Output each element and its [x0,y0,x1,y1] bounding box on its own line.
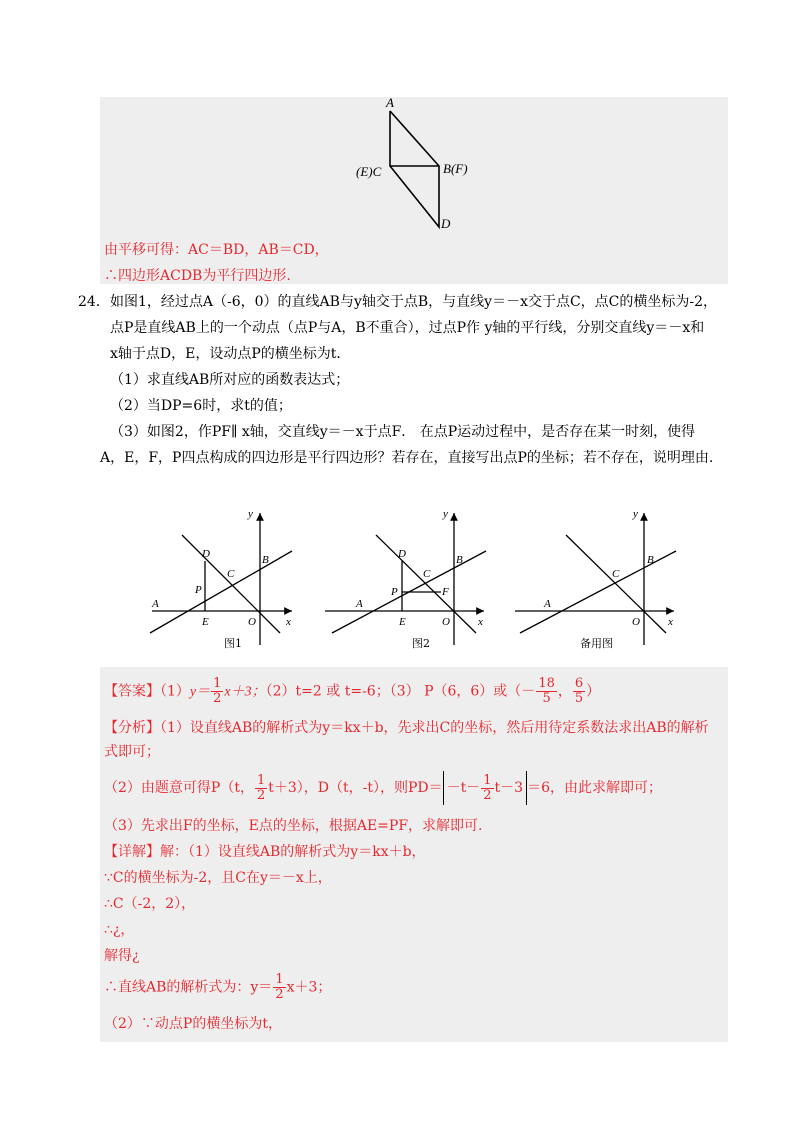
question-number: 24． [78,294,110,310]
analysis-row-1 [104,719,709,737]
detail-tag: 【详解】 [104,844,160,860]
detail-1: 解：（1）设直线AB的解析式为y＝kx＋b， [160,844,426,860]
question-part-3b: A，E，F，P四点构成的四边形是平行四边形？若存在，直接写出点P的坐标；若不存在，说明理由. [100,450,714,466]
fig3-label-c: C [612,568,620,580]
question-line-1: 如图1，经过点A（-6，0）的直线AB与y轴交于点B，与直线y＝－x交于点C，点C的横坐标为-2， [110,294,718,310]
parallelogram-figure [350,97,550,237]
answer-close: ） [586,683,601,700]
fig2-label-p: P [391,586,398,598]
analysis-1b: 式即可； [104,744,160,760]
fig2-label-c: C [423,568,431,580]
fig2-label-b: B [456,554,463,566]
coordinate-figures [140,505,680,655]
fig1-label-p: P [195,584,202,596]
analysis-fraction-half-2: $\frac{1}{2}$ [483,772,492,803]
fig1-axis-x: x [286,616,291,628]
detail-2: ∵C的横坐标为-2，且C在y＝－x上， [104,870,332,886]
fig2-origin: O [442,616,450,628]
fig2-label-f: F [442,586,449,598]
fig3-origin: O [632,616,640,628]
detail-fraction-half: $\frac{1}{2}$ [275,972,284,1002]
analysis-2e: ＝6，由此求解即可； [527,780,663,796]
fig2-axis-y: y [443,508,448,520]
analysis-row-2 [104,771,662,805]
fig1-label-b: B [262,554,269,566]
fig3-label-a: A [544,598,551,610]
analysis-3: （3）先求出F的坐标，E点的坐标，根据AE=PF，求解即可. [104,818,483,834]
fig2-label-a: A [356,598,363,610]
answer-fraction-half: $\frac{1}{2}$ [213,676,222,706]
analysis-absolute-value: －t－ $\frac{1}{2}$ t－3 [443,771,527,805]
fig2-label-e: E [399,616,406,628]
answer-x-plus3: x＋3； [224,684,266,700]
fig3-caption: 备用图 [580,637,613,650]
analysis-tag: 【分析】 [104,720,160,736]
fig2-caption: 图2 [412,637,430,650]
detail-5: 解得¿ [104,948,140,964]
answer-part-2-3: （2）t=2 或 t=-6；（3） P（6，6）或（－ [265,683,536,700]
fig2-label-d: D [398,548,406,560]
detail-6a: ∴直线AB的解析式为：y＝ [104,979,273,996]
answer-tag: 【答案】 [104,683,160,700]
answer-fraction-18-5: $\frac{18}{5}$ [538,676,555,706]
label-a: A [386,97,394,110]
label-ec: (E)C [356,164,382,179]
fig1-label-a: A [152,598,159,610]
fig3-label-b: B [647,554,654,566]
analysis-1: （1）设直线AB的解析式为y＝kx＋b，先求出C的坐标，然后用待定系数法求出AB的解析 [160,720,709,736]
answer-row [104,677,600,706]
question-part-2: （2）当DP=6时，求t的值； [110,398,292,414]
translation-line: 由平移可得：AC＝BD，AB＝CD， [104,242,329,258]
answer-fraction-6-5: $\frac{6}{5}$ [574,676,584,706]
conclusion-line: ∴四边形ACDB为平行四边形. [104,268,291,284]
answer-part-1: （1） [160,683,190,700]
detail-7: （2）∵动点P的横坐标为t， [104,1016,282,1032]
answer-box [100,667,728,1042]
figure-1 [150,508,292,650]
fig1-label-c: C [227,568,235,580]
previous-solution-box [100,97,728,284]
analysis-2a: （2）由题意可得P（t， [104,780,254,796]
figure-2 [325,508,486,650]
analysis-2b: t＋3），D（t，-t），则PD＝ [268,780,443,796]
detail-row-6 [104,973,331,1002]
fig3-axis-y: y [633,508,638,520]
detail-3: ∴C（-2，2）， [104,896,196,912]
label-d: D [441,216,451,231]
question-line-2: 点P是直线AB上的一个动点（点P与A，B不重合），过点P作 y轴的平行线，分别交直线y＝－x和 [110,320,705,336]
detail-row-1 [104,843,426,861]
answer-y-eq: y＝ [189,684,211,700]
fig2-axis-x: x [478,616,483,628]
detail-6b: x＋3； [286,979,332,996]
answer-comma: ， [557,683,572,700]
fig3-axis-x: x [668,616,673,628]
question-part-3a: （3）如图2，作PF∥ x轴，交直线y＝－x于点F． 在点P运动过程中，是否存在某一时刻，使得 [110,424,696,440]
fig1-origin: O [248,616,256,628]
question-part-1: （1）求直线AB所对应的函数表达式； [110,372,350,388]
fig1-label-d: D [202,548,210,560]
analysis-fraction-half-1: $\frac{1}{2}$ [256,772,266,803]
label-bf: B(F) [443,161,468,176]
question-line-3: x轴于点D，E，设动点P的横坐标为t． [110,346,351,362]
fig1-axis-y: y [248,508,253,520]
fig1-caption: 图1 [224,637,242,650]
fig1-label-e: E [202,616,209,628]
detail-4: ∴¿， [104,922,135,938]
figure-spare [515,508,676,650]
